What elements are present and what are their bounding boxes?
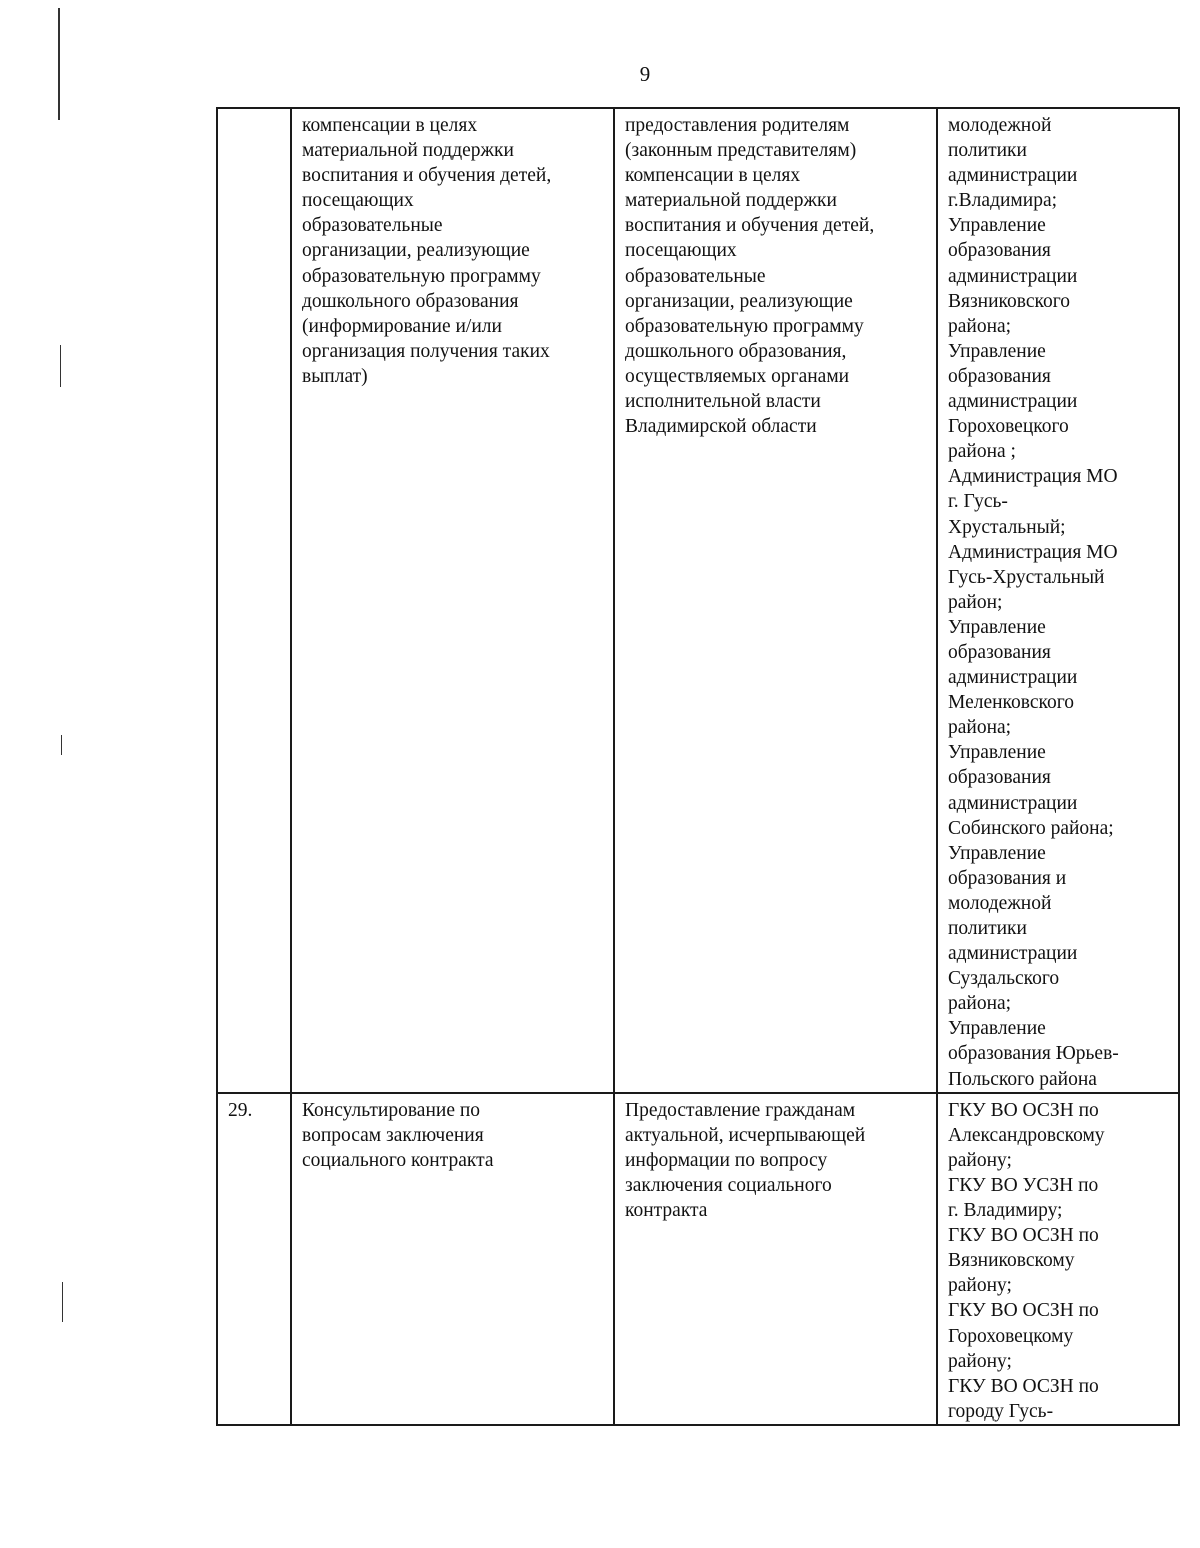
service-name-cell: компенсации в целях материальной поддержки воспитания и обучения детей, посещающих образовательные организации, реализующие образовательную программу дошкольного образования (информирование и/или организация получения таких выплат) [291,108,614,1093]
row-number-cell [217,108,291,1093]
page-number: 9 [639,62,651,86]
table-row [217,108,1179,1093]
scan-edge-mark [62,1282,63,1322]
scan-edge-mark [60,345,61,387]
executors-cell: молодежной политики администрации г.Владимира; Управление образования администрации Вязниковского района; Управление образования администрации Гороховецкого района ; Администрация МО г. Гусь- Хрустальный; Администрация МО Гусь-Хрустальный район; Управление образования администрации Меленковского района; Управление образования администрации Собинского района; Управление образования и молодежной политики администрации Суздальского района; Управление образования Юрьев- Польского района [937,108,1179,1093]
services-table [216,107,1180,1426]
service-description-cell: Предоставление гражданам актуальной, исчерпывающей информации по вопросу заключения социального контракта [614,1093,937,1425]
service-name-cell: Консультирование по вопросам заключения социального контракта [291,1093,614,1425]
row-number-cell: 29. [217,1093,291,1425]
service-description-cell: предоставления родителям (законным представителям) компенсации в целях материальной поддержки воспитания и обучения детей, посещающих образовательные организации, реализующие образовательную программу дошкольного образования, осуществляемых органами исполнительной власти Владимирской области [614,108,937,1093]
table-row [217,1093,1179,1425]
scan-edge-mark [61,735,62,755]
executors-cell: ГКУ ВО ОСЗН по Александровскому району; ГКУ ВО УСЗН по г. Владимиру; ГКУ ВО ОСЗН по Вязниковскому району; ГКУ ВО ОСЗН по Гороховецкому району; ГКУ ВО ОСЗН по городу Гусь- [937,1093,1179,1425]
